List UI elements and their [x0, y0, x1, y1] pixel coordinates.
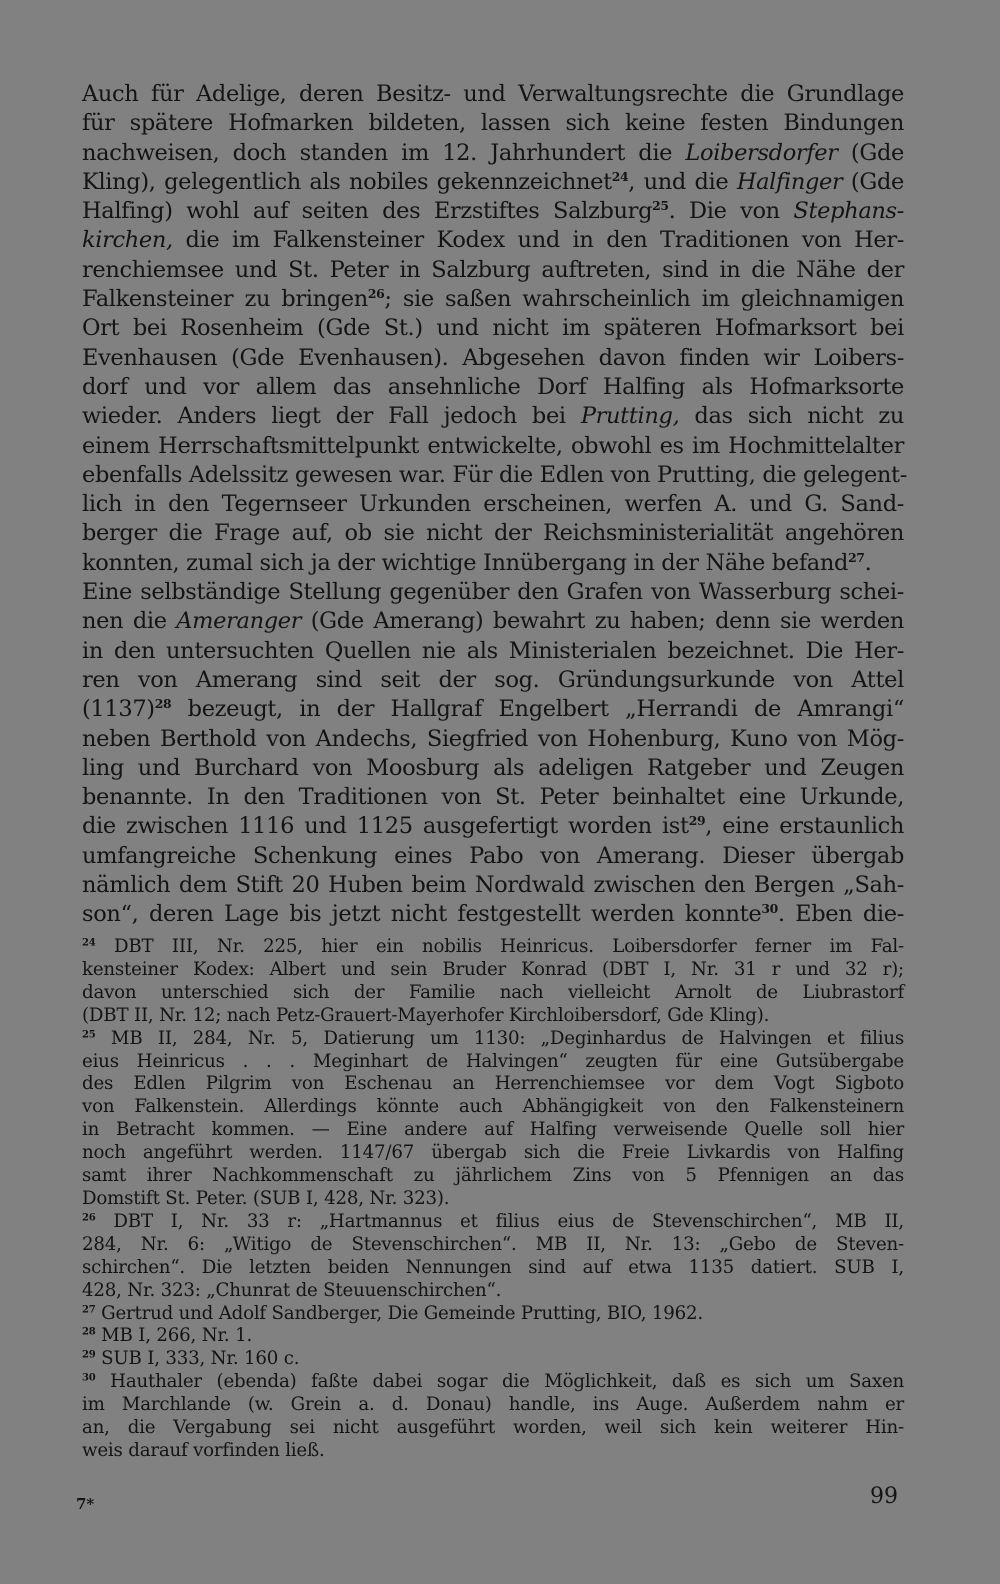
text-run: , und die: [628, 168, 737, 195]
footnote-line: [82, 1280, 904, 1303]
footnote-line: [82, 1165, 904, 1188]
text-run: nachweisen, doch standen im 12. Jahrhundert die: [82, 139, 686, 166]
text-run: dorf und vor allem das ansehnliche Dorf Halfing als Hofmarksorte: [82, 373, 904, 400]
text-line: [82, 900, 904, 929]
footnote-line: [82, 1257, 904, 1280]
text-run: benannte. In den Traditionen von St. Peter beinhaltet eine Urkunde,: [82, 784, 904, 811]
text-run: das sich nicht zu: [679, 403, 904, 430]
text-line: [82, 344, 904, 373]
text-run: für spätere Hofmarken bildeten, lassen sich keine festen Bindungen: [82, 110, 904, 137]
footnote-line: [82, 1234, 904, 1257]
footnote-line: [82, 936, 904, 959]
text-run: 428, Nr. 323: „Chunrat de Steuuenschirchen“.: [82, 1279, 502, 1301]
text-run: ling und Burchard von Moosburg als adeligen Ratgeber und Zeugen: [82, 754, 904, 781]
emphasized-name: Ameranger: [176, 608, 302, 635]
text-run: (Gde Amerang) bewahrt zu haben; denn sie werden: [301, 608, 904, 635]
text-run: konnten, zumal sich ja der wichtige Innübergang in der Nähe befand: [82, 549, 849, 576]
text-run: in Betracht kommen. — Eine andere auf Halfing verweisende Quelle soll hier: [82, 1119, 904, 1141]
text-run: .: [864, 549, 872, 576]
footnote-ref: 24: [611, 168, 629, 184]
footnote-ref: 29: [82, 1349, 96, 1361]
text-line: [82, 285, 904, 314]
text-line: [82, 666, 904, 695]
text-run: eius Heinricus . . . Meginhart de Halvingen“ zeugten für eine Gutsübergabe: [82, 1050, 904, 1072]
text-line: [82, 519, 904, 548]
text-run: MB II, 284, Nr. 5, Datierung um 1130: „Deginhardus de Halvingen et filius: [95, 1027, 904, 1049]
text-run: ebenfalls Adelssitz gewesen war. Für die Edlen von Prutting, die gelegent-: [82, 461, 907, 488]
text-run: kensteiner Kodex: Albert und sein Bruder Konrad (DBT I, Nr. 31 r und 32 r);: [82, 958, 904, 980]
body-text: [82, 80, 907, 930]
text-run: samt ihrer Nachkommenschaft zu jährlichem Zins von 5 Pfennigen an das: [82, 1165, 904, 1187]
emphasized-name: Prutting,: [580, 403, 680, 430]
footnote-line: [82, 1325, 904, 1348]
text-run: SUB I, 333, Nr. 160 c.: [95, 1348, 300, 1370]
text-line: [82, 812, 904, 841]
text-run: Eine selbständige Stellung gegenüber den Grafen von Wasserburg schei-: [82, 579, 904, 606]
text-line: [82, 695, 904, 724]
text-run: neben Berthold von Andechs, Siegfried von Hohenburg, Kuno von Mög-: [82, 725, 904, 752]
text-run: in den untersuchten Quellen nie als Ministerialen bezeichnet. Die Her-: [82, 637, 904, 664]
text-run: . Eben die-: [777, 901, 904, 928]
text-run: , eine erstaunlich: [705, 813, 905, 840]
footnote-line: [82, 1394, 904, 1417]
emphasized-name: Halfinger: [736, 168, 843, 195]
text-line: [82, 314, 904, 343]
text-run: die zwischen 1116 und 1125 ausgefertigt worden ist: [82, 813, 689, 840]
footnote-ref: 26: [367, 286, 385, 302]
emphasized-name: Loibersdorfer: [685, 139, 838, 166]
text-run: nen die: [82, 608, 177, 635]
text-line: [82, 637, 904, 666]
text-run: Auch für Adelige, deren Besitz- und Verwaltungsrechte die Grundlage: [82, 81, 904, 107]
footnote-ref: 29: [688, 813, 706, 829]
footnote-ref: 24: [82, 937, 96, 949]
footnote-line: [82, 1028, 904, 1051]
text-line: [82, 549, 904, 578]
footnote-line: [82, 1417, 904, 1440]
footnote-line: [82, 1073, 904, 1096]
text-run: ; sie saßen wahrscheinlich im gleichnamigen: [384, 286, 904, 313]
text-run: noch angeführt werden. 1147/67 übergab sich die Freie Livkardis von Halfing: [82, 1142, 904, 1164]
footnote-ref: 28: [154, 696, 172, 712]
footnote-line: [82, 1188, 904, 1211]
signature-mark: 7*: [76, 1495, 95, 1513]
text-run: davon unterschied sich der Familie nach vielleicht Arnolt de Liubrastorf: [82, 981, 904, 1003]
text-run: einem Herrschaftsmittelpunkt entwickelte, obwohl es im Hochmittelalter: [82, 432, 904, 459]
footnote-ref: 27: [848, 549, 865, 565]
text-run: (Gde: [842, 168, 904, 195]
footnote-line: [82, 1096, 904, 1119]
text-run: weis darauf vorfinden ließ.: [82, 1439, 325, 1461]
footnotes: [82, 936, 904, 1463]
footnote-line: [82, 1119, 904, 1142]
emphasized-name: kirchen,: [82, 227, 173, 254]
text-run: renchiemsee und St. Peter in Salzburg auftreten, sind in die Nähe der: [82, 256, 904, 283]
footnote-line: [82, 1211, 904, 1234]
footnote-line: [82, 1142, 904, 1165]
text-run: lich in den Tegernseer Urkunden erscheinen, werfen A. und G. Sand-: [82, 491, 904, 518]
footnote-line: [82, 1440, 904, 1463]
text-run: Hauthaler (ebenda) faßte dabei sogar die Möglichkeit, daß es sich um Saxen: [95, 1371, 904, 1393]
text-line: [82, 256, 904, 285]
text-run: son“, deren Lage bis jetzt nicht festgestellt werden konnte: [82, 901, 762, 928]
text-run: nämlich dem Stift 20 Huben beim Nordwald zwischen den Bergen „Sah-: [82, 872, 904, 899]
text-line: [82, 432, 904, 461]
text-line: [82, 783, 904, 812]
text-run: DBT III, Nr. 225, hier ein nobilis Heinricus. Loibersdorfer ferner im Fal-: [95, 936, 904, 957]
text-run: Gertrud und Adolf Sandberger, Die Gemeinde Prutting, BIO, 1962.: [95, 1302, 703, 1324]
text-run: Halfing) wohl auf seiten des Erzstiftes Salzburg: [82, 198, 653, 225]
page-number: 99: [870, 1484, 898, 1509]
text-line: [82, 842, 904, 871]
text-line: [82, 168, 904, 197]
text-line: [82, 461, 907, 490]
footnote-ref: 25: [82, 1029, 96, 1041]
text-run: an, die Vergabung sei nicht ausgeführt worden, weil sich kein weiterer Hin-: [82, 1417, 904, 1439]
text-run: umfangreiche Schenkung eines Pabo von Amerang. Dieser übergab: [82, 842, 904, 869]
text-run: Evenhausen (Gde Evenhausen). Abgesehen davon finden wir Loibers-: [82, 344, 904, 371]
text-run: ren von Amerang sind seit der sog. Gründungsurkunde von Attel: [82, 666, 904, 693]
text-run: die im Falkensteiner Kodex und in den Traditionen von Her-: [172, 227, 904, 254]
text-run: bezeugt, in der Hallgraf Engelbert „Herrandi de Amrangi“: [171, 696, 904, 723]
text-run: Kling), gelegentlich als nobiles gekennzeichnet: [82, 168, 612, 195]
text-run: . Die von: [668, 198, 794, 225]
text-run: Falkensteiner zu bringen: [82, 286, 368, 313]
footnote-ref: 27: [82, 1304, 96, 1315]
text-line: [82, 871, 904, 900]
text-line: [82, 226, 904, 255]
footnote-ref: 28: [82, 1326, 96, 1338]
emphasized-name: Stephans-: [793, 198, 904, 225]
footnote-line: [82, 1371, 904, 1394]
text-line: [82, 197, 904, 226]
footnote-ref: 26: [82, 1212, 96, 1224]
text-line: [82, 402, 904, 431]
footnote-ref: 30: [82, 1372, 96, 1384]
footnote-line: [82, 959, 904, 982]
footnote-line: [82, 1005, 904, 1028]
text-run: (DBT II, Nr. 12; nach Petz-Grauert-Mayerhofer Kirchloibersdorf, Gde Kling).: [82, 1004, 770, 1026]
text-line: [82, 373, 904, 402]
text-line: [82, 490, 904, 519]
text-line: [82, 109, 904, 138]
text-line: [82, 754, 904, 783]
text-run: des Edlen Pilgrim von Eschenau an Herrenchiemsee vor dem Vogt Sigboto: [82, 1073, 904, 1095]
footnote-line: [82, 982, 904, 1005]
footnote-line: [82, 1303, 904, 1326]
text-run: (Gde: [837, 139, 905, 166]
text-line: [82, 607, 904, 636]
text-run: berger die Frage auf, ob sie nicht der Reichsministerialität angehören: [82, 520, 904, 547]
text-run: wieder. Anders liegt der Fall jedoch bei: [82, 403, 581, 430]
text-run: Domstift St. Peter. (SUB I, 428, Nr. 323).: [82, 1187, 450, 1209]
text-line: [82, 139, 904, 168]
text-run: 284, Nr. 6: „Witigo de Stevenschirchen“. MB II, Nr. 13: „Gebo de Steven-: [82, 1233, 904, 1255]
text-run: MB I, 266, Nr. 1.: [95, 1325, 253, 1347]
text-line: [82, 80, 904, 109]
text-run: (1137): [82, 696, 155, 723]
footnote-line: [82, 1348, 904, 1371]
footnote-line: [82, 1051, 904, 1074]
text-line: [82, 725, 904, 754]
footnote-ref: 30: [761, 901, 778, 917]
text-run: DBT I, Nr. 33 r: „Hartmannus et filius eius de Stevenschirchen“, MB II,: [95, 1210, 904, 1232]
text-run: Ort bei Rosenheim (Gde St.) und nicht im späteren Hofmarksort bei: [82, 315, 904, 342]
footnote-ref: 25: [652, 198, 669, 214]
text-run: im Marchlande (w. Grein a. d. Donau) handle, ins Auge. Außerdem nahm er: [82, 1394, 904, 1416]
text-run: schirchen“. Die letzten beiden Nennungen sind auf etwa 1135 datiert. SUB I,: [82, 1256, 904, 1278]
text-run: von Falkenstein. Allerdings könnte auch Abhängigkeit von den Falkensteinern: [82, 1096, 904, 1118]
text-line: [82, 578, 904, 607]
